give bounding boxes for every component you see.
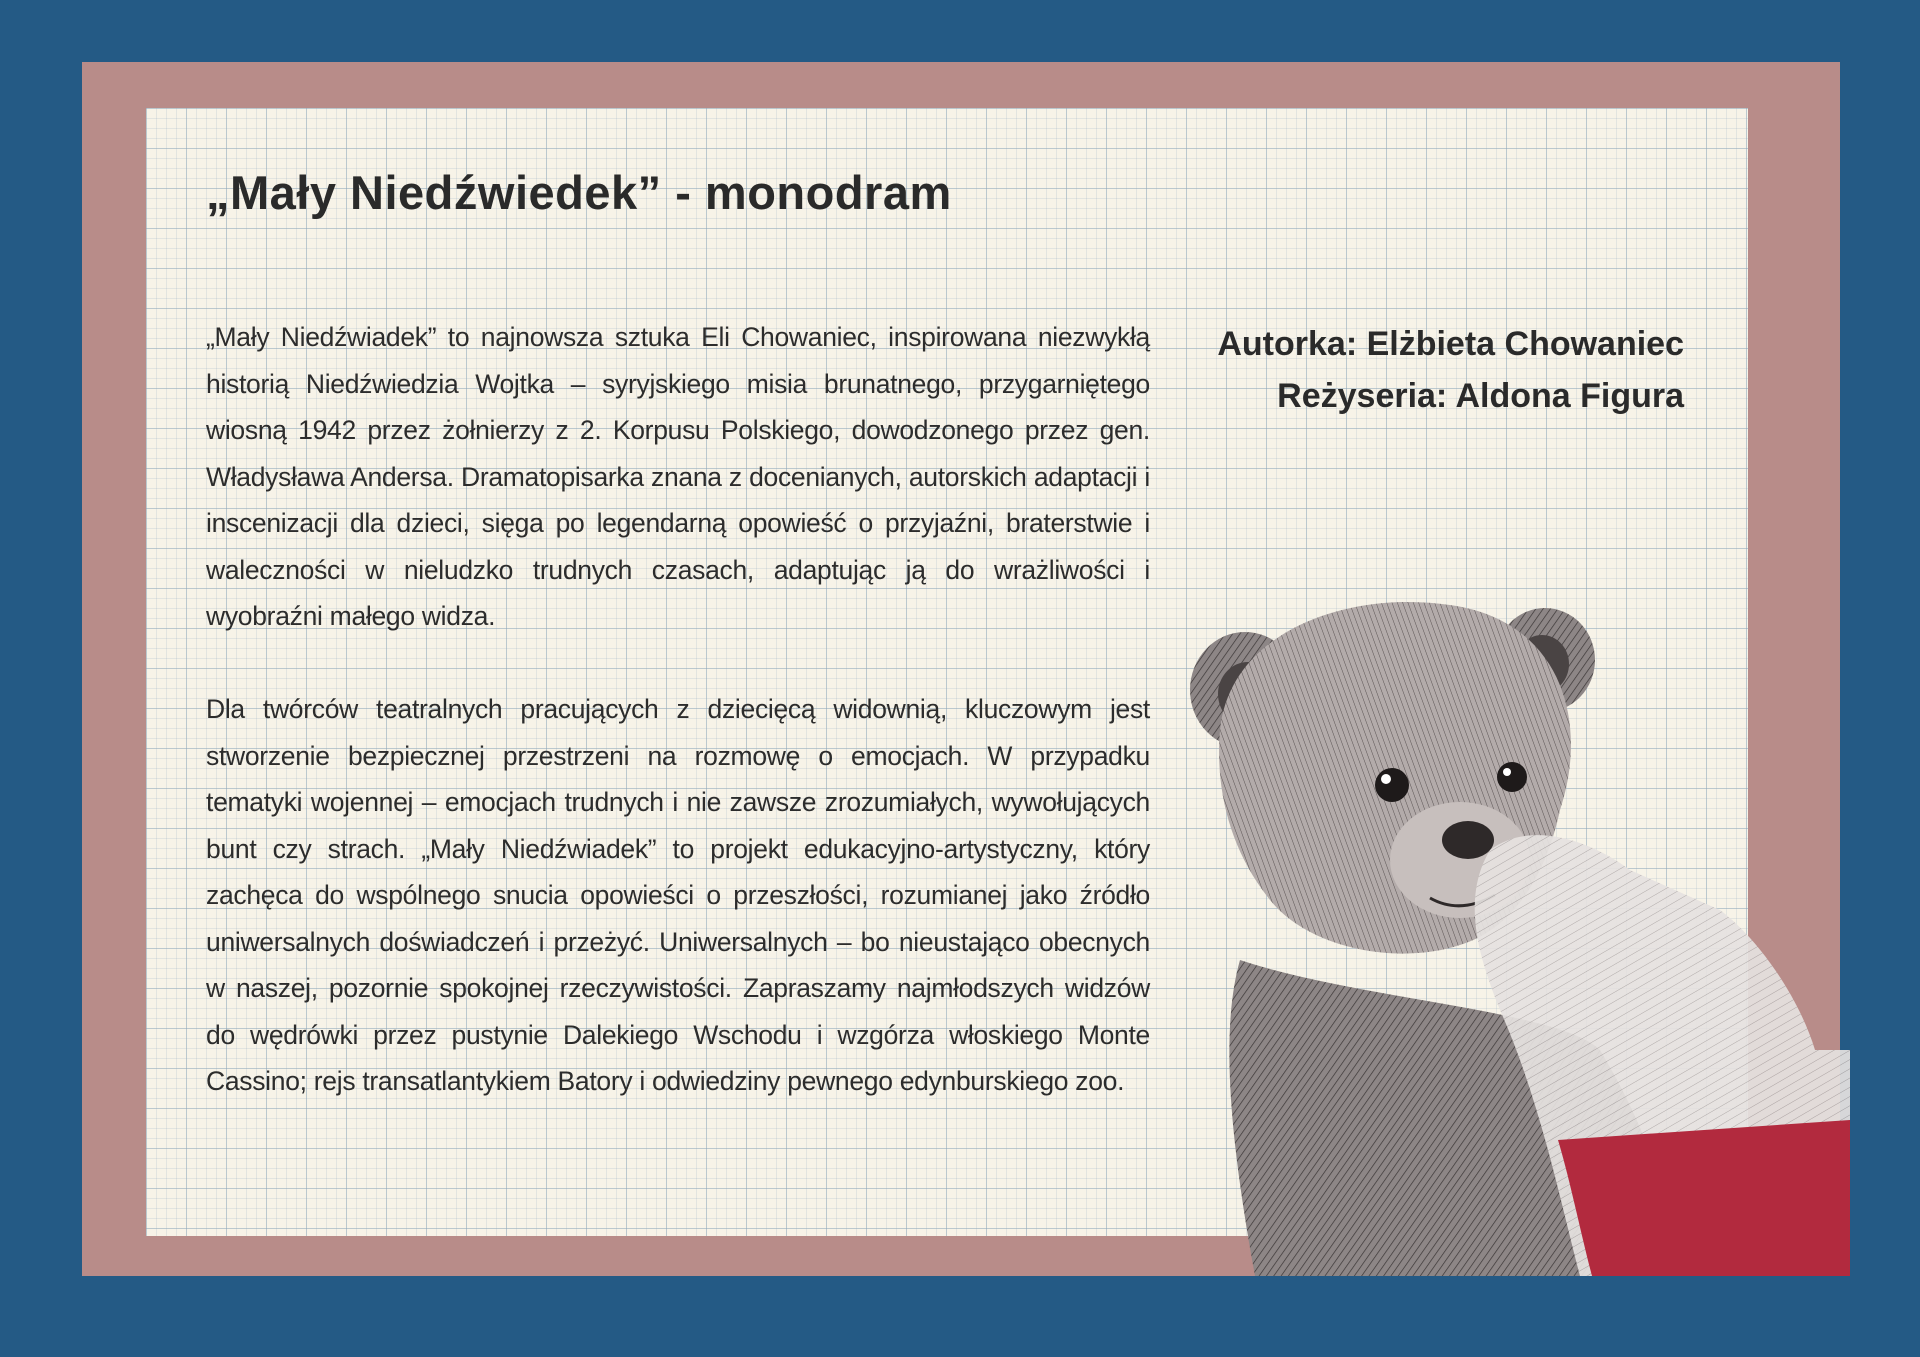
- description-paragraph-2: Dla twórców teatralnych pracujących z dziecięcą widownią, kluczowym jest stworzenie bezpiecznej przestrzeni na rozmowę o emocjach. W przypadku tematyki wojennej – emocjach trudnych i nie zawsze zrozumiałych, wywołujących bunt czy strach. „Mały Niedźwiadek” to projekt edukacyjno-artystyczny, który zachęca do wspólnego snucia opowieści o przeszłości, rozumianej jako źródło uniwersalnych doświadczeń i przeżyć. Uniwersalnych – bo nieustająco obecnych w naszej, pozornie spokojnej rzeczywistości. Zapraszamy najmłodszych widzów do wędrówki przez pustynie Dalekiego Wschodu i wzgórza włoskiego Monte Cassino; rejs transatlantykiem Batory i odwiedziny pewnego edynburskiego zoo.: [206, 694, 1150, 1096]
- polish-flag-icon: [1558, 1120, 1850, 1276]
- description-paragraph-1: „Mały Niedźwiadek” to najnowsza sztuka Eli Chowaniec, inspirowana niezwykłą historią Niedźwiedzia Wojtka – syryjskiego misia brunatnego, przygarniętego wiosną 1942 przez żołnierzy z 2. Korpusu Polskiego, dowodzonego przez gen. Władysława Andersa. Dramatopisarka znana z docenianych, autorskich adaptacji i inscenizacji dla dzieci, sięga po legendarną opowieść o przyjaźni, braterstwie i waleczności w nieludzko trudnych czasach, adaptując ją do wrażliwości i wyobraźni małego widza.: [206, 322, 1150, 631]
- director-credit: Reżyseria: Aldona Figura: [1277, 377, 1684, 415]
- page-title: „Mały Niedźwiedek” - monodram: [206, 166, 952, 219]
- credits-block: [1217, 318, 1684, 422]
- bear-cub-illustration: [1160, 580, 1850, 1276]
- author-credit: Autorka: Elżbieta Chowaniec: [1217, 325, 1684, 363]
